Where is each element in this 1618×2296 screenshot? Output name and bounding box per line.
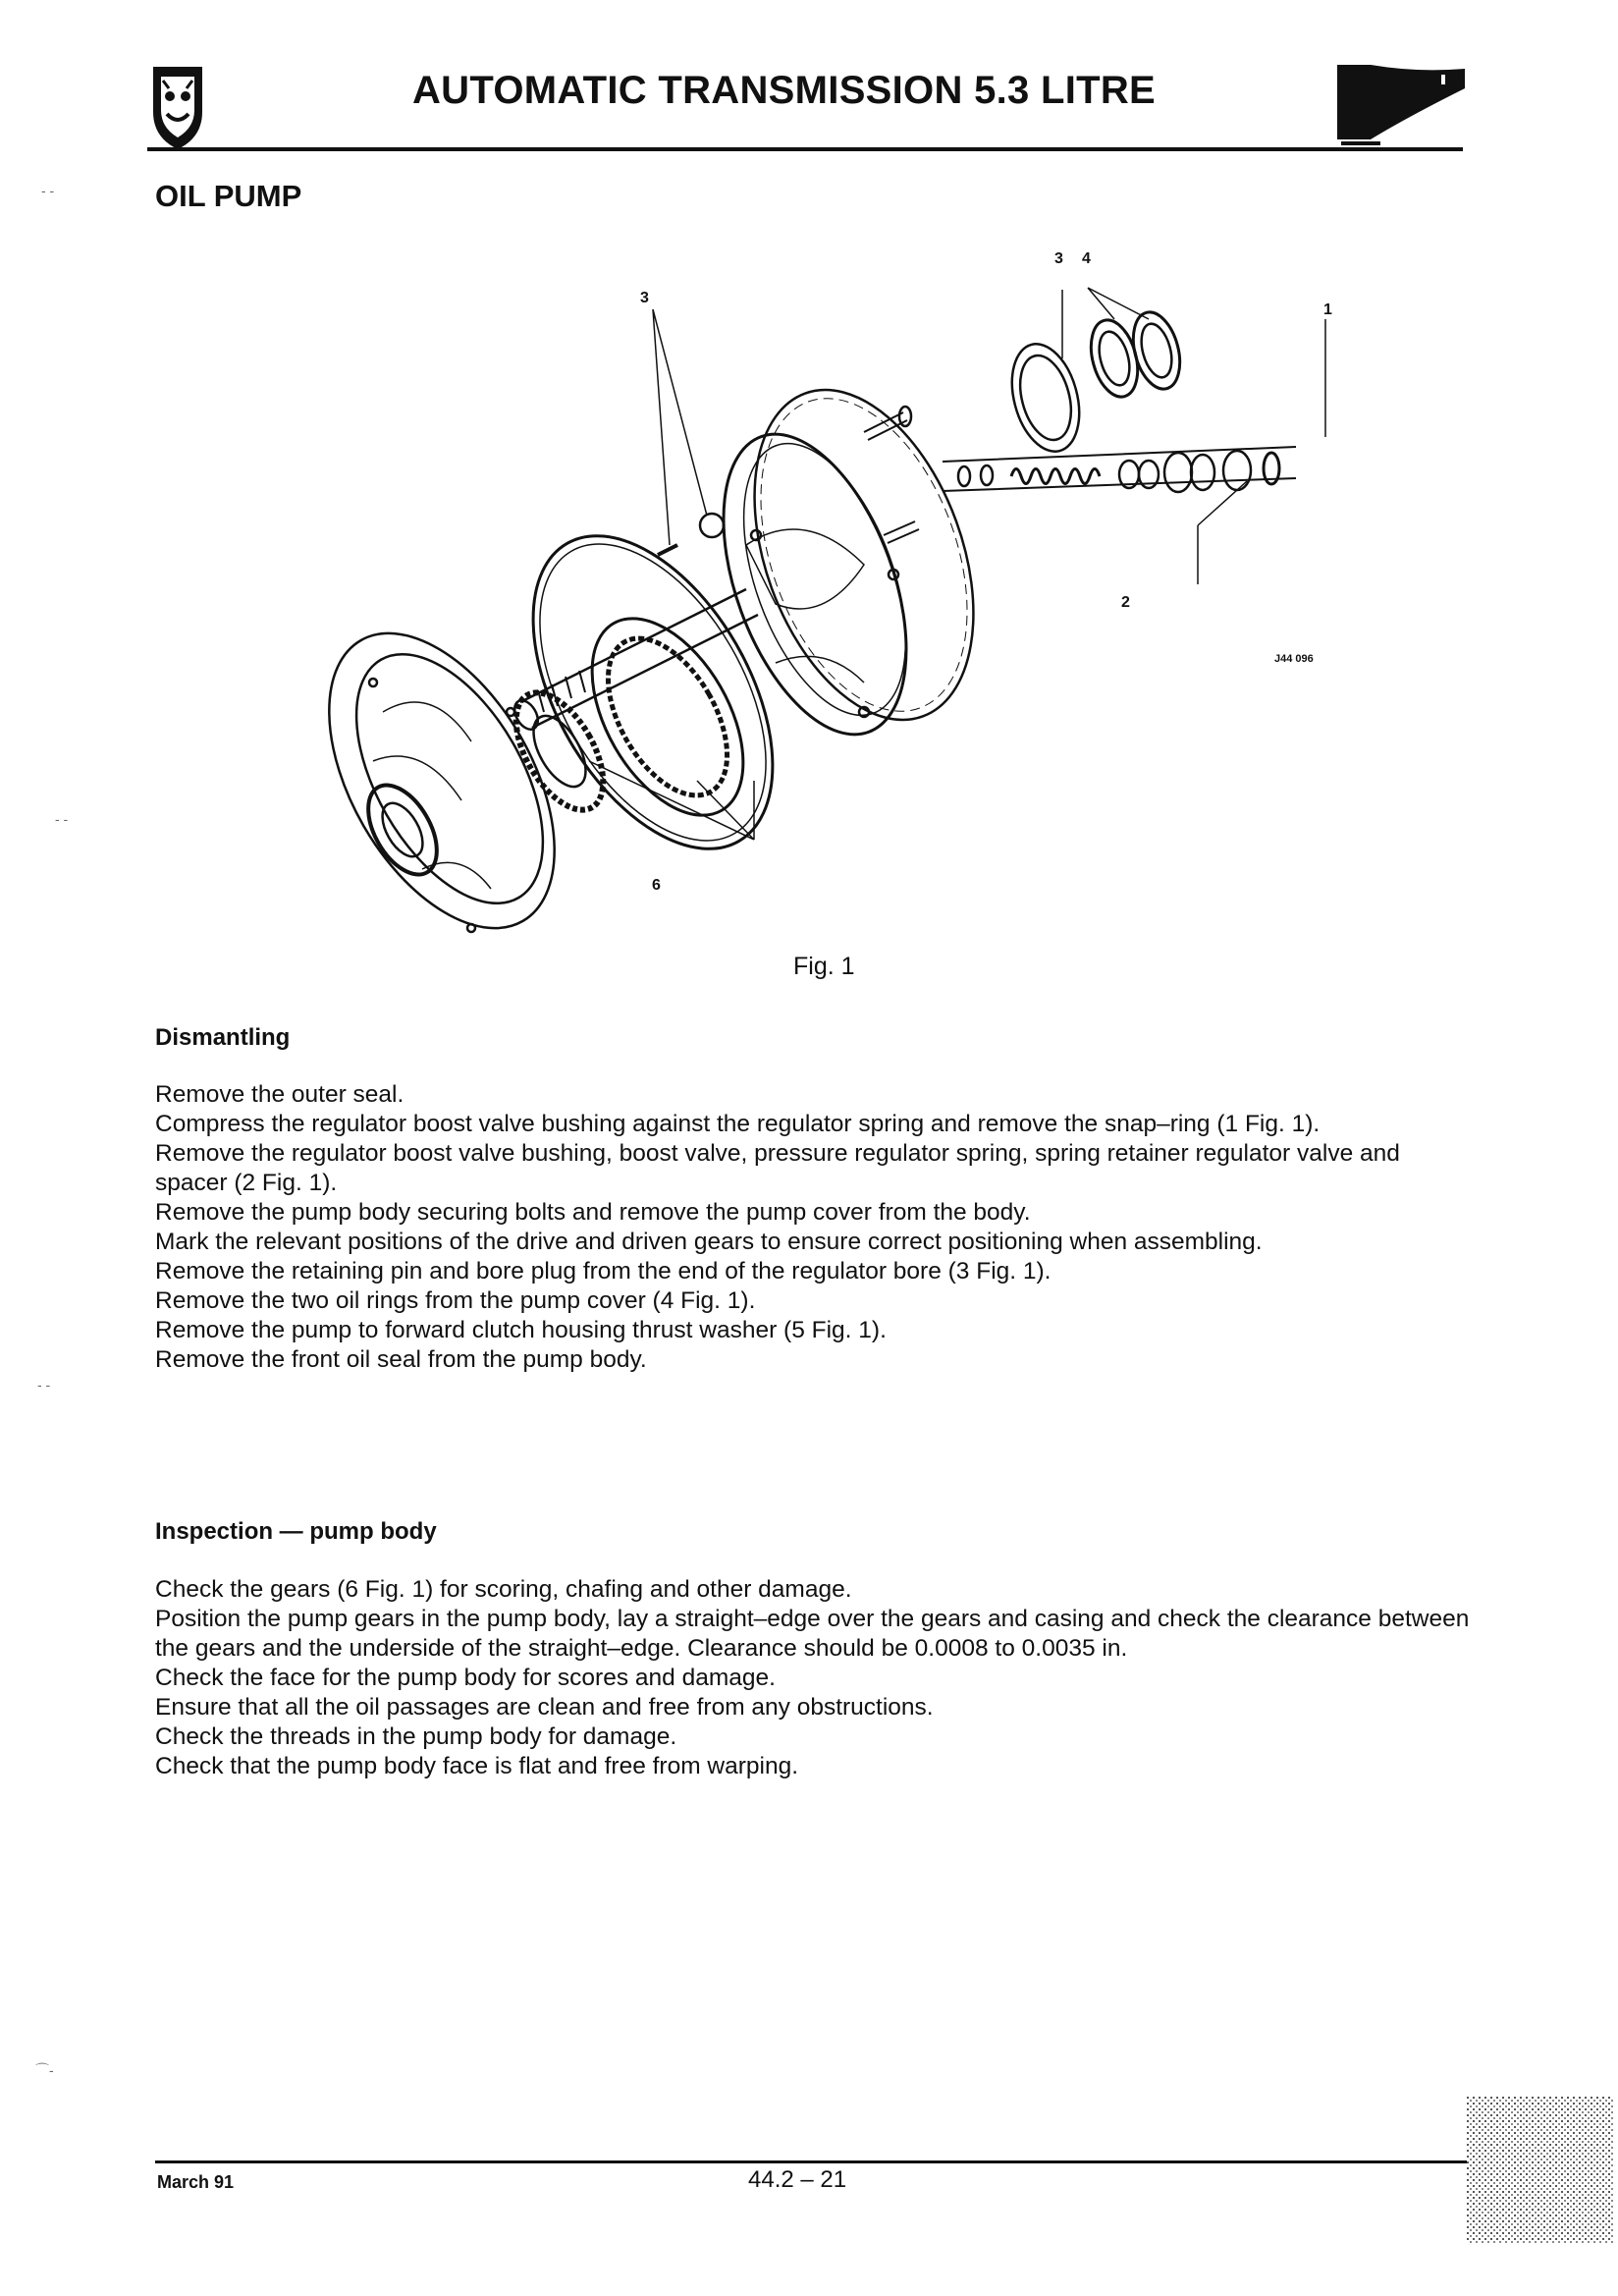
oil-pump-exploded-diagram [314, 250, 1394, 938]
inspection-step: Check the threads in the pump body for damage. [155, 1723, 677, 1750]
header-title: AUTOMATIC TRANSMISSION 5.3 LITRE [412, 69, 1157, 112]
figure-reference: J44 096 [1274, 653, 1314, 665]
section-title: OIL PUMP [155, 179, 302, 213]
dismantling-heading: Dismantling [155, 1024, 291, 1051]
dismantling-step: Remove the outer seal. [155, 1081, 404, 1108]
inspection-step: Check the face for the pump body for scores and damage. [155, 1665, 776, 1691]
dismantling-steps [155, 1080, 1471, 1375]
inspection-steps [155, 1575, 1471, 1781]
jaguar-logo [147, 61, 208, 153]
page-number: 44.2 – 21 [748, 2166, 847, 2193]
dismantling-step: Compress the regulator boost valve bushing against the regulator spring and remove the snap–ring (1 Fig. 1). [155, 1111, 1321, 1137]
dismantling-step: Remove the front oil seal from the pump body. [155, 1346, 647, 1373]
callout-3-top: 3 [1054, 250, 1063, 267]
inspection-step: Check that the pump body face is flat and free from warping. [155, 1753, 799, 1779]
scan-dither-pattern [1467, 2097, 1614, 2244]
dismantling-step: Remove the retaining pin and bore plug from the end of the regulator bore (3 Fig. 1). [155, 1258, 1052, 1285]
footer-rule [155, 2160, 1467, 2163]
transmission-icon [1327, 59, 1475, 147]
dismantling-step: Remove the regulator boost valve bushing, boost valve, pressure regulator spring, spring retainer regulator valve and spacer (2 Fig. 1). [155, 1140, 1400, 1196]
callout-3-left: 3 [640, 290, 649, 306]
dismantling-step: Remove the pump body securing bolts and remove the pump cover from the body. [155, 1199, 1031, 1226]
inspection-step: Ensure that all the oil passages are clean and free from any obstructions. [155, 1694, 934, 1721]
callout-6: 6 [652, 877, 661, 894]
inspection-step: Position the pump gears in the pump body, lay a straight–edge over the gears and casing and check the clearance between the gears and the underside of the straight–edge. Clearance should be 0.0008 to 0.0035 in. [155, 1606, 1470, 1662]
margin-mark: ‐ ‐ [55, 811, 69, 827]
footer-date: March 91 [157, 2172, 235, 2192]
dismantling-step: Remove the two oil rings from the pump cover (4 Fig. 1). [155, 1287, 756, 1314]
callout-4: 4 [1082, 250, 1091, 267]
figure-caption: Fig. 1 [793, 953, 855, 980]
margin-mark: ‐ ‐ [37, 1377, 51, 1393]
callout-2: 2 [1121, 594, 1130, 611]
margin-mark: ‐ ‐ [41, 183, 55, 198]
callout-1: 1 [1323, 301, 1332, 318]
header-rule [147, 147, 1463, 151]
inspection-heading: Inspection — pump body [155, 1518, 437, 1545]
inspection-step: Check the gears (6 Fig. 1) for scoring, chafing and other damage. [155, 1576, 852, 1603]
margin-mark: ⌒‐ [35, 2062, 54, 2078]
dismantling-step: Mark the relevant positions of the drive and driven gears to ensure correct positioning when assembling. [155, 1229, 1263, 1255]
dismantling-step: Remove the pump to forward clutch housing thrust washer (5 Fig. 1). [155, 1317, 887, 1343]
